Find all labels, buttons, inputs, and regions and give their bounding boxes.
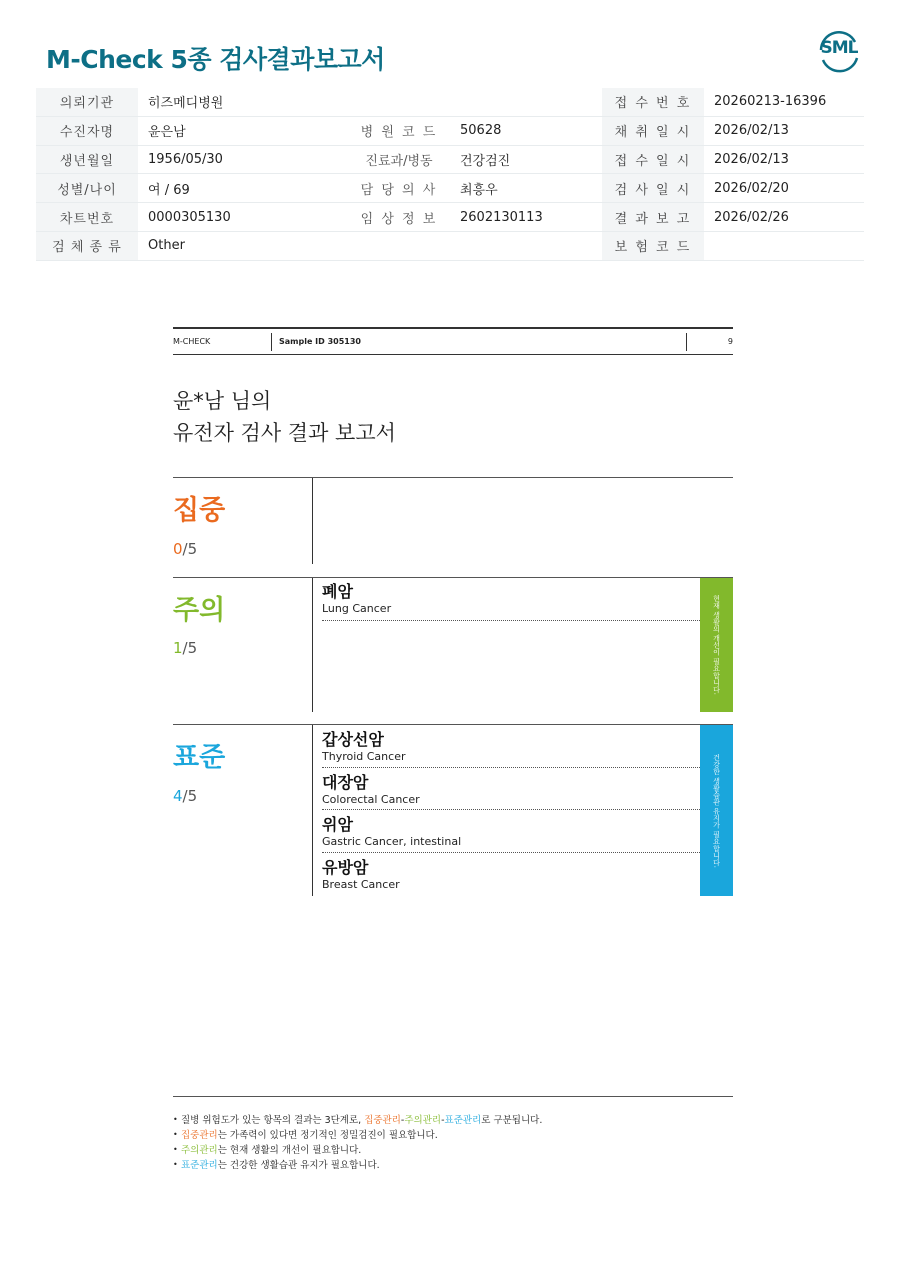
greeting-line: 윤*남 님의 <box>173 389 272 413</box>
note-line <box>173 1128 542 1143</box>
info-label: 임 상 정 보 <box>348 203 450 232</box>
note-line <box>173 1158 542 1173</box>
info-label: 성별/나이 <box>36 174 138 203</box>
note-text: 는 가족력이 있다면 정기적인 정밀검진이 필요합니다. <box>217 1130 438 1141</box>
note-line <box>173 1143 542 1158</box>
info-row <box>36 116 864 145</box>
note-text: 로 구분됩니다. <box>481 1115 543 1126</box>
caution-sidebar: 현재 생활의 개선이 필요합니다. <box>700 578 733 712</box>
note-key-focus: 집중관리 <box>364 1115 401 1126</box>
cancer-name-en: Thyroid Cancer <box>322 750 406 763</box>
divider <box>312 578 313 712</box>
report-title: M-Check 5종 검사결과보고서 <box>46 45 385 74</box>
score-count: 1 <box>173 639 183 657</box>
page-number: 9 <box>727 337 733 346</box>
cancer-name-en: Breast Cancer <box>322 878 400 891</box>
info-value: Other <box>138 231 602 260</box>
info-row <box>36 203 864 232</box>
list-item <box>322 858 700 895</box>
category-score <box>173 787 197 805</box>
score-count: 4 <box>173 787 183 805</box>
category-score <box>173 540 197 558</box>
note-text: 질병 위험도가 있는 항목의 결과는 3단계로, <box>181 1115 365 1126</box>
cancer-name-ko: 대장암 <box>322 773 369 792</box>
info-value: 2026/02/20 <box>704 174 864 203</box>
category-name: 주의 <box>173 595 226 626</box>
info-value: 2026/02/26 <box>704 203 864 232</box>
note-key-caution: 주의관리 <box>181 1145 218 1156</box>
patient-info-table <box>36 88 864 261</box>
info-label: 검 체 종 류 <box>36 231 138 260</box>
info-value: 2026/02/13 <box>704 145 864 174</box>
cancer-name-ko: 폐암 <box>322 582 353 601</box>
info-label: 채 취 일 시 <box>602 116 704 145</box>
info-value: 히즈메디병원 <box>138 88 602 116</box>
info-label: 진료과/병동 <box>348 145 450 174</box>
note-text: 는 건강한 생활습관 유지가 필요합니다. <box>217 1160 380 1171</box>
category-caution <box>173 577 733 712</box>
divider <box>312 478 313 564</box>
note-sep: - <box>441 1115 445 1126</box>
info-value: 0000305130 <box>138 203 348 232</box>
list-item <box>322 582 700 621</box>
info-label: 결 과 보 고 <box>602 203 704 232</box>
info-row <box>36 231 864 260</box>
info-label: 접 수 일 시 <box>602 145 704 174</box>
divider <box>312 725 313 896</box>
info-label: 수진자명 <box>36 116 138 145</box>
info-value <box>704 231 864 260</box>
info-label: 차트번호 <box>36 203 138 232</box>
info-value: 건강검진 <box>450 145 602 174</box>
note-key-standard: 표준관리 <box>181 1160 218 1171</box>
info-label: 병 원 코 드 <box>348 116 450 145</box>
list-item <box>322 730 700 768</box>
info-row <box>36 145 864 174</box>
info-value: 20260213-16396 <box>704 88 864 116</box>
category-name: 표준 <box>173 742 226 773</box>
info-label: 검 사 일 시 <box>602 174 704 203</box>
standard-sidebar: 건강한 생활습관 유지가 필요합니다. <box>700 725 733 896</box>
cancer-name-en: Colorectal Cancer <box>322 793 420 806</box>
info-value: 윤은남 <box>138 116 348 145</box>
category-score <box>173 639 197 657</box>
legend-notes <box>173 1113 542 1173</box>
info-label: 의뢰기관 <box>36 88 138 116</box>
info-value: 2602130113 <box>450 203 602 232</box>
info-label: 보 험 코 드 <box>602 231 704 260</box>
info-value: 1956/05/30 <box>138 145 348 174</box>
sml-logo <box>815 28 863 76</box>
info-row <box>36 174 864 203</box>
info-value: 최흥우 <box>450 174 602 203</box>
list-item <box>322 773 700 810</box>
cancer-name-ko: 갑상선암 <box>322 730 384 749</box>
cancer-name-ko: 유방암 <box>322 858 369 877</box>
info-value: 2026/02/13 <box>704 116 864 145</box>
cancer-name-en: Gastric Cancer, intestinal <box>322 835 462 848</box>
info-row <box>36 88 864 116</box>
footer-divider <box>173 1096 733 1097</box>
sample-id: Sample ID 305130 <box>279 337 361 346</box>
info-value: 50628 <box>450 116 602 145</box>
info-label: 생년월일 <box>36 145 138 174</box>
score-total: /5 <box>182 787 198 805</box>
note-key-standard: 표준관리 <box>444 1115 482 1126</box>
cancer-name-ko: 위암 <box>322 815 353 834</box>
category-focus <box>173 477 733 564</box>
score-total: /5 <box>182 639 198 657</box>
category-name: 집중 <box>173 495 226 526</box>
divider <box>271 333 272 351</box>
score-total: /5 <box>182 540 198 558</box>
cancer-name-en: Lung Cancer <box>322 602 392 615</box>
note-text: 는 현재 생활의 개선이 필요합니다. <box>217 1145 362 1156</box>
info-label: 담 당 의 사 <box>348 174 450 203</box>
info-value: 여 / 69 <box>138 174 348 203</box>
note-sep: - <box>400 1115 405 1126</box>
report-greeting <box>173 385 396 449</box>
score-count: 0 <box>173 540 183 558</box>
list-item <box>322 815 700 853</box>
note-key-focus: 집중관리 <box>181 1130 218 1141</box>
note-key-caution: 주의관리 <box>404 1115 442 1126</box>
report-header-bar <box>173 327 733 355</box>
info-label: 접 수 번 호 <box>602 88 704 116</box>
brand-label: M-CHECK <box>173 337 211 346</box>
greeting-line: 유전자 검사 결과 보고서 <box>173 421 396 445</box>
note-line <box>173 1113 542 1128</box>
category-standard <box>173 724 733 896</box>
divider <box>686 333 687 351</box>
logo-text: SML <box>820 38 858 58</box>
